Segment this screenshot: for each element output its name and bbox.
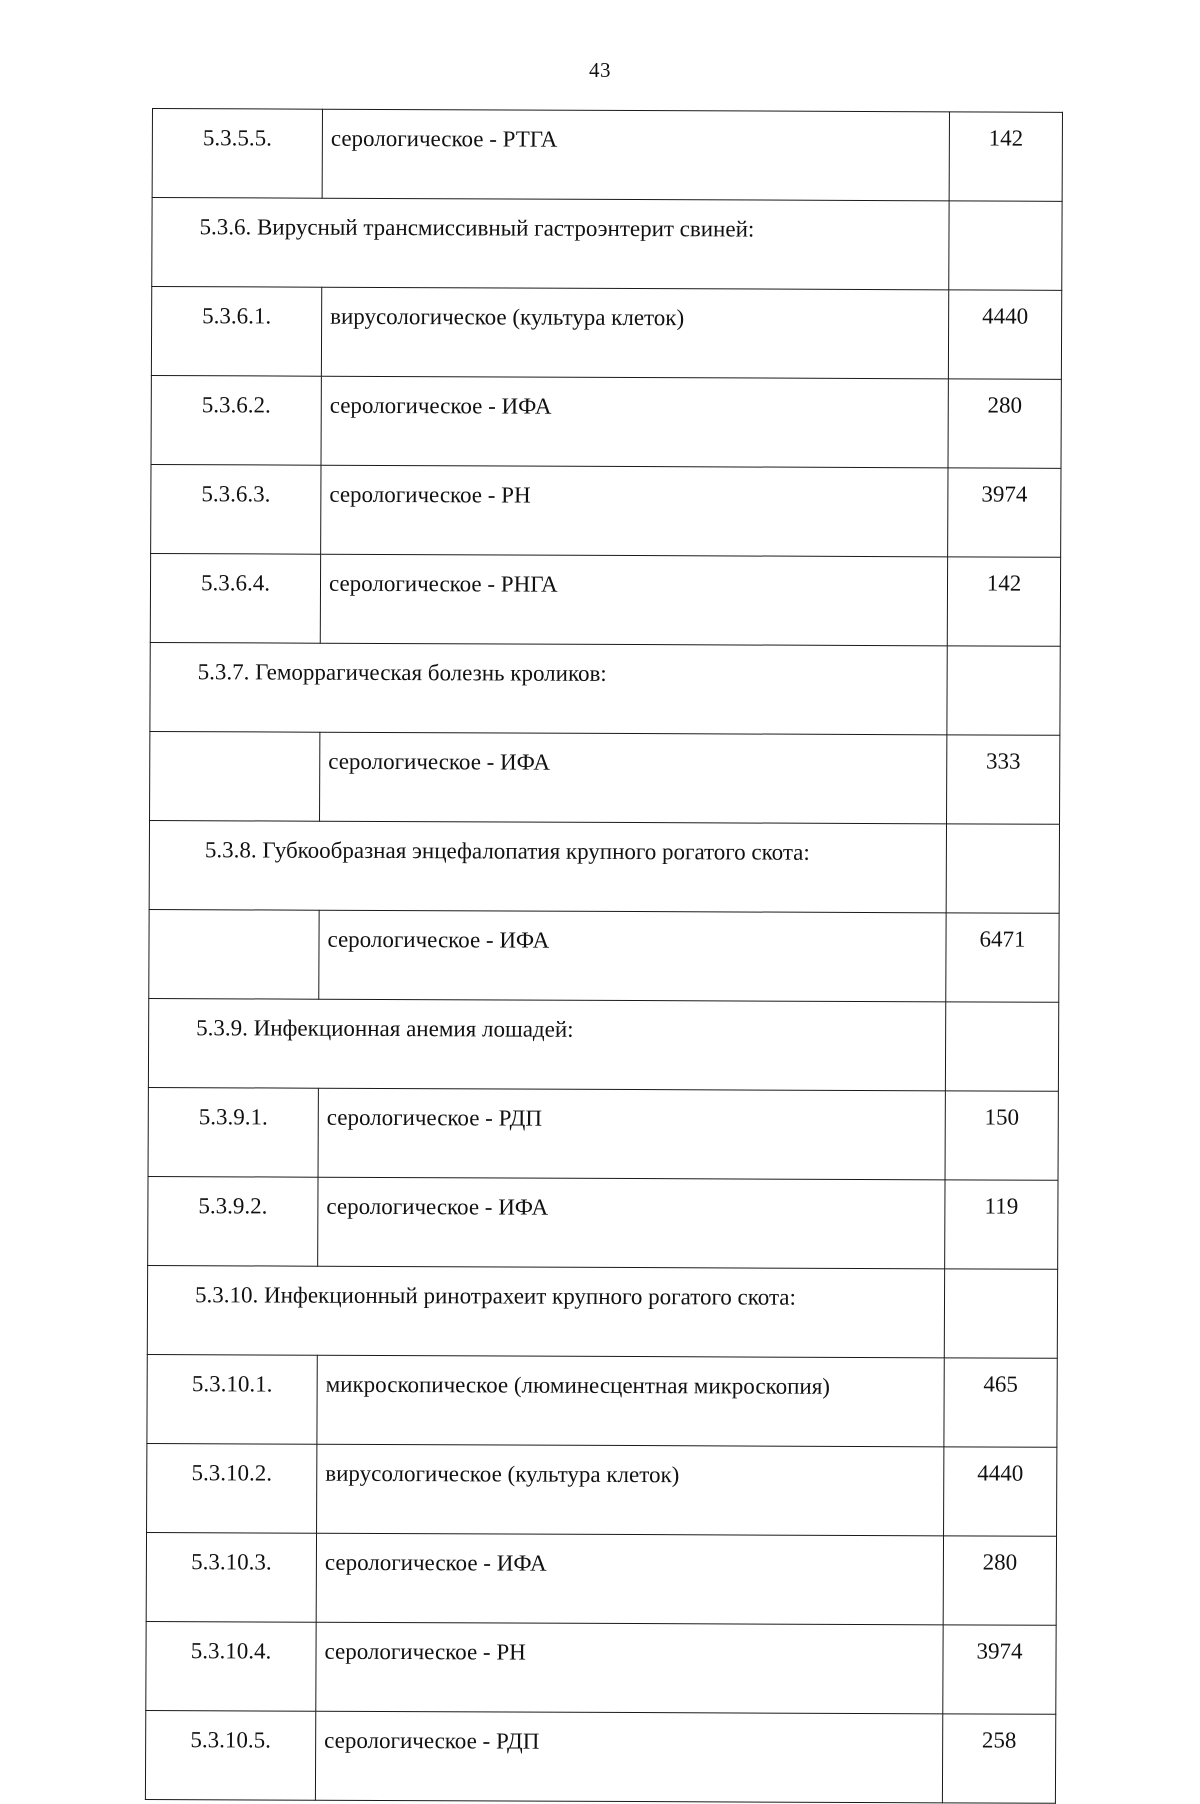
item-name: серологическое - ИФА (320, 732, 947, 824)
item-code: 5.3.6.4. (150, 553, 320, 643)
table-row (148, 1087, 1058, 1180)
table-row (146, 1621, 1056, 1714)
section-title: 5.3.10. Инфекционный ринотрахеит крупного рогатого скота: (147, 1265, 944, 1357)
item-price: 3974 (943, 1625, 1056, 1714)
section-row (149, 820, 1059, 913)
table-row (147, 1443, 1057, 1536)
item-code: 5.3.10.2. (147, 1443, 317, 1533)
item-price: 3974 (948, 468, 1061, 557)
item-price: 119 (945, 1180, 1058, 1269)
table-row (146, 1532, 1056, 1625)
item-code: 5.3.9.1. (148, 1087, 318, 1177)
section-title: 5.3.9. Инфекционная анемия лошадей: (148, 998, 945, 1090)
section-title: 5.3.8. Губкообразная энцефалопатия крупного рогатого скота: (149, 820, 946, 912)
section-price-empty (949, 201, 1062, 290)
item-price: 150 (945, 1091, 1058, 1180)
table-row (150, 553, 1060, 646)
section-price-empty (946, 824, 1059, 913)
item-name: вирусологическое (культура клеток) (321, 287, 948, 379)
item-price: 142 (949, 112, 1062, 201)
table-row (152, 109, 1062, 202)
item-name: серологическое - РН (321, 465, 948, 557)
item-code: 5.3.10.4. (146, 1621, 316, 1711)
item-name: микроскопическое (люминесцентная микроскопия) (317, 1355, 944, 1447)
item-name: серологическое - РТГА (322, 109, 949, 201)
section-row (150, 642, 1060, 735)
item-name: серологическое - РНГА (320, 554, 947, 646)
item-name: вирусологическое (культура клеток) (317, 1444, 944, 1536)
page-number: 43 (589, 58, 611, 82)
item-price: 142 (947, 557, 1060, 646)
section-title: 5.3.7. Геморрагическая болезнь кроликов: (150, 642, 947, 734)
section-row (152, 198, 1062, 291)
table-row (150, 731, 1060, 824)
item-code: 5.3.6.1. (151, 287, 321, 377)
item-code: 5.3.6.3. (151, 464, 321, 554)
table-row (151, 464, 1061, 557)
item-price: 6471 (946, 913, 1059, 1002)
item-code: 5.3.10.1. (147, 1354, 317, 1444)
section-row (147, 1265, 1057, 1358)
table-row (151, 375, 1061, 468)
item-price: 280 (948, 379, 1061, 468)
item-name: серологическое - РДП (318, 1088, 945, 1180)
item-price: 258 (942, 1714, 1055, 1803)
item-code: 5.3.5.5. (152, 109, 322, 199)
item-code: 5.3.10.3. (146, 1532, 316, 1622)
table-row (148, 1176, 1058, 1269)
item-name: серологическое - ИФА (316, 1533, 943, 1625)
item-price: 465 (944, 1358, 1057, 1447)
section-price-empty (945, 1002, 1058, 1091)
item-name: серологическое - ИФА (319, 910, 946, 1002)
item-code (150, 731, 320, 821)
item-price: 4440 (944, 1447, 1057, 1536)
item-name: серологическое - РН (316, 1622, 943, 1714)
section-price-empty (944, 1269, 1057, 1358)
item-name: серологическое - РДП (315, 1711, 942, 1803)
table-row (149, 909, 1059, 1002)
item-code: 5.3.6.2. (151, 375, 321, 465)
item-price: 4440 (948, 290, 1061, 379)
item-code (149, 909, 319, 999)
price-table (145, 108, 1063, 1804)
table-row (147, 1354, 1057, 1447)
price-table-container (145, 108, 1062, 1804)
item-price: 280 (943, 1536, 1056, 1625)
table-row (151, 287, 1061, 380)
section-title: 5.3.6. Вирусный трансмиссивный гастроэнтерит свиней: (152, 198, 949, 290)
section-price-empty (947, 646, 1060, 735)
item-price: 333 (947, 735, 1060, 824)
item-code: 5.3.9.2. (148, 1176, 318, 1266)
item-name: серологическое - ИФА (318, 1177, 945, 1269)
table-row (145, 1710, 1055, 1803)
section-row (148, 998, 1058, 1091)
item-name: серологическое - ИФА (321, 376, 948, 468)
item-code: 5.3.10.5. (145, 1710, 315, 1800)
